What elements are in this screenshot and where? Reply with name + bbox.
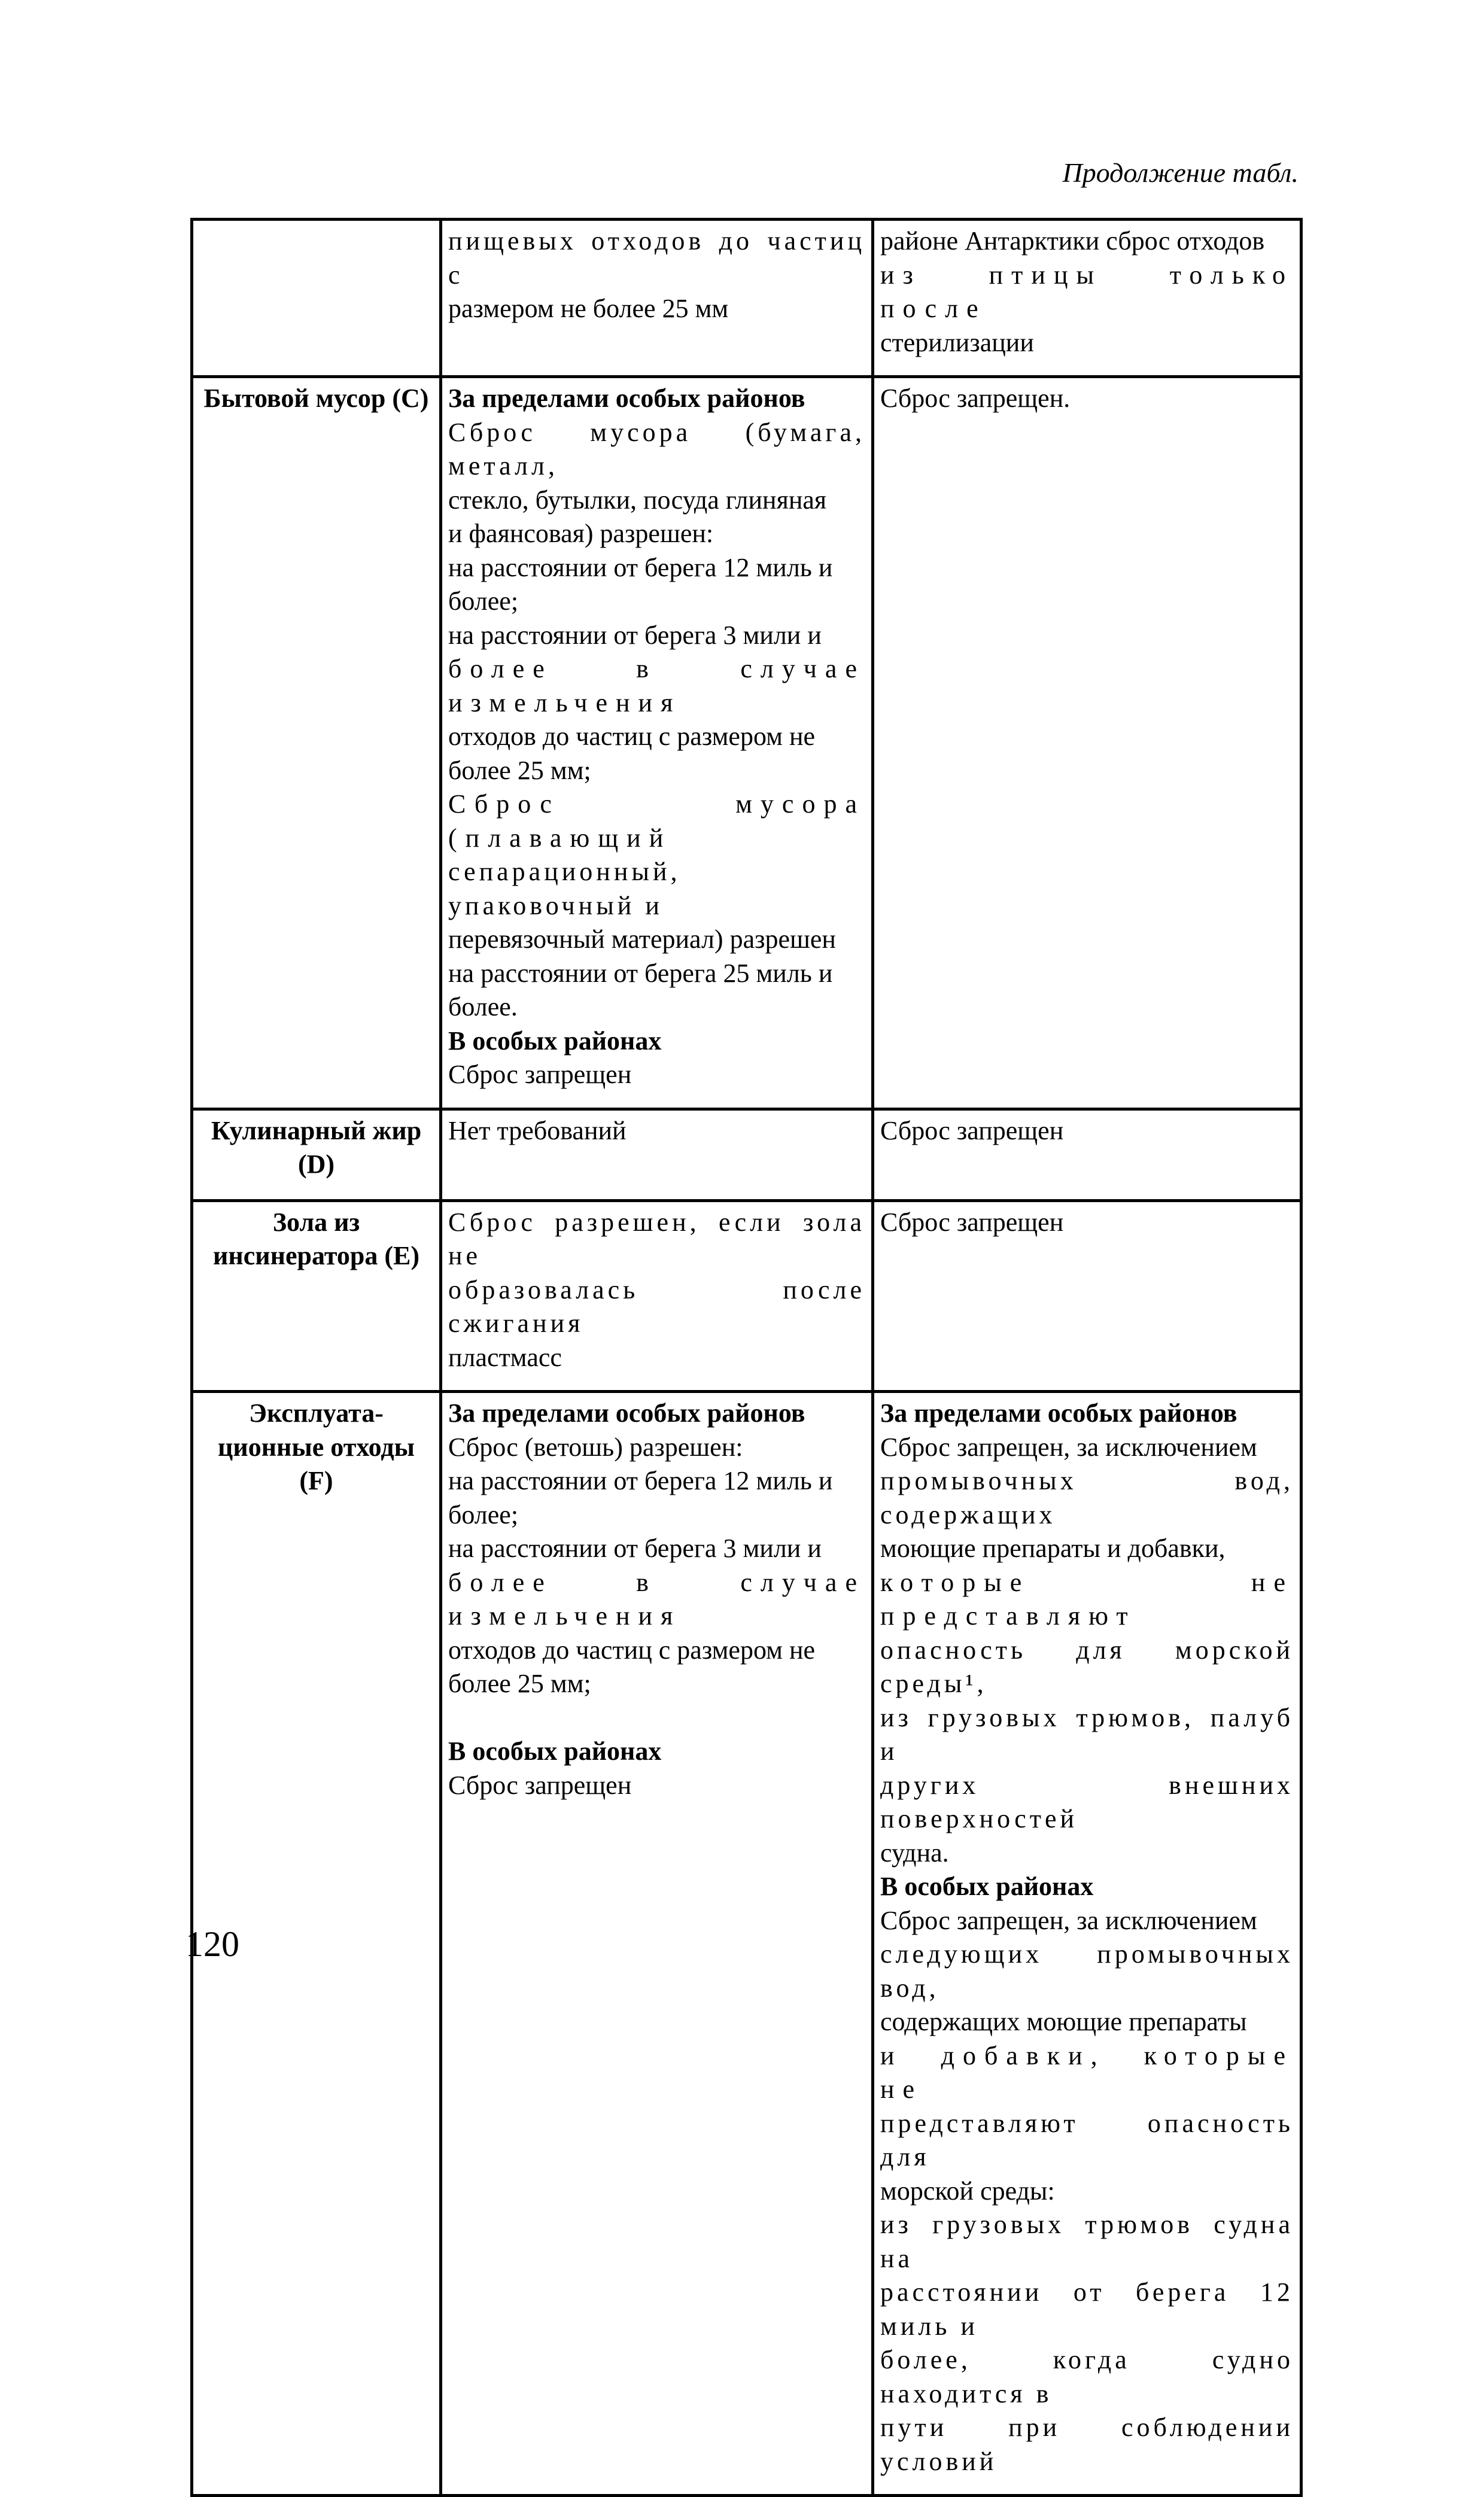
cell-text-line: Сброс разрешен, если зола не [448,1207,865,1270]
cell-text-line: размером не более 25 мм [448,294,729,323]
cell-text-line: содержащих моющие препараты [880,2007,1247,2036]
cell-text-line: Сброс мусора (бумага, металл, [448,417,865,480]
cell-text-line: Зола из [272,1207,360,1237]
waste-disposal-table [190,218,1303,2497]
cell-text-line: на расстоянии от берега 3 мили и [448,620,822,650]
table-cell-col3 [873,1109,1301,1200]
cell-text-line: отходов до частиц с размером не [448,1635,816,1665]
table-cell-col1 [192,1109,441,1200]
cell-text-line: Сброс запрещен [448,1060,632,1089]
cell-text-line: более 25 мм; [448,755,591,785]
cell-text-line: ционные отходы [218,1432,415,1462]
cell-text-line: Эксплуата- [249,1398,384,1428]
cell-text-line: Сброс запрещен [880,1115,1064,1145]
cell-text-line: В особых районах [880,1872,1094,1901]
table-row [192,220,1301,377]
cell-text-line: Сброс запрещен, за исключением [880,1432,1257,1462]
cell-text-line: инсинератора (Е) [213,1241,419,1270]
cell-text-line: представляют опасность для [880,2108,1294,2171]
cell-text-line: Сброс мусора (плавающий [448,789,865,853]
cell-text-line: более; [448,1500,519,1529]
cell-text-line: (D) [297,1149,335,1179]
cell-text-line: опасность для морской среды¹, [880,1635,1294,1698]
table-cell-col2 [441,1109,873,1200]
cell-text-line: из грузовых трюмов судна на [880,2210,1294,2273]
cell-text-line: других внешних поверхностей [880,1770,1294,1833]
cell-text-line: более 25 мм; [448,1669,591,1698]
cell-text-line: Нет требований [448,1115,627,1145]
cell-text-line: моющие препараты и добавки, [880,1534,1225,1563]
cell-text-line: районе Антарктики сброс отходов [880,226,1265,256]
cell-text-line: судна. [880,1838,949,1868]
cell-text-line: которые не представляют [880,1567,1294,1631]
cell-text-line: на расстоянии от берега 12 миль и [448,552,833,582]
cell-text-line: из грузовых трюмов, палуб и [880,1702,1294,1766]
cell-text-line: пищевых отходов до частиц с [448,226,865,290]
cell-text-line: За пределами особых районов [448,384,805,413]
cell-text-line: более в случае измельчения [448,654,865,717]
cell-text-line: За пределами особых районов [448,1398,805,1428]
cell-text-line: более, когда судно находится в [880,2345,1294,2408]
cell-text-line: морской среды: [880,2176,1055,2206]
cell-text-line: расстоянии от берега 12 миль и [880,2277,1294,2341]
cell-text-line: следующих промывочных вод, [880,1939,1294,2003]
cell-text-line: Кулинарный жир [211,1115,422,1145]
table-cell-col3 [873,1392,1301,2496]
cell-text-line: Сброс (ветошь) разрешен: [448,1432,743,1462]
cell-text-line [448,1701,865,1735]
cell-text-line: на расстоянии от берега 12 миль и [448,1466,833,1495]
cell-text-line: на расстоянии от берега 25 миль и [448,958,833,988]
table-cell-col3 [873,220,1301,377]
cell-text-line: Сброс запрещен [448,1770,632,1800]
table-row [192,1392,1301,2496]
table-cell-col3 [873,1200,1301,1392]
cell-text-line: из птицы только после [880,260,1294,323]
cell-text-line: отходов до частиц с размером не [448,722,816,751]
cell-text-line: пластмасс [448,1342,562,1372]
cell-text-line: более. [448,992,518,1021]
cell-text-line: Бытовой мусор (С) [203,384,429,413]
table-cell-col2 [441,220,873,377]
cell-text-line: В особых районах [448,1026,662,1056]
table-cell-col3 [873,377,1301,1109]
cell-text-line: стекло, бутылки, посуда глиняная [448,485,827,515]
cell-text-line: и добавки, которые не [880,2040,1294,2104]
table-cell-col1 [192,377,441,1109]
cell-text-line: перевязочный материал) разрешен [448,924,836,954]
cell-text-line: Сброс запрещен. [880,384,1071,413]
table-cell-col2 [441,1200,873,1392]
cell-text-line: Сброс запрещен [880,1207,1064,1237]
page-number: 120 [186,1924,239,1964]
cell-text-line: В особых районах [448,1736,662,1766]
cell-text-line: За пределами особых районов [880,1398,1237,1428]
cell-text-line: (F) [299,1466,333,1495]
cell-text-line: и фаянсовая) разрешен: [448,519,714,548]
table-cell-col1 [192,1200,441,1392]
cell-text-line: образовалась после сжигания [448,1275,865,1338]
cell-text-line: пути при соблюдении условий [880,2413,1294,2476]
cell-text-line: промывочных вод, содержащих [880,1466,1294,1529]
table-row [192,377,1301,1109]
cell-text-line: сепарационный, упаковочный и [448,857,681,920]
cell-text-line: более в случае измельчения [448,1567,865,1631]
table-cell-col2 [441,377,873,1109]
table-row [192,1200,1301,1392]
cell-text-line: стерилизации [880,327,1034,357]
table-row [192,1109,1301,1200]
cell-text-line: на расстоянии от берега 3 мили и [448,1534,822,1563]
cell-text-line: более; [448,586,519,616]
table-caption: Продолжение табл. [1062,157,1298,188]
table-cell-col2 [441,1392,873,2496]
cell-text-line: Сброс запрещен, за исключением [880,1905,1257,1935]
table-cell-col1 [192,220,441,377]
